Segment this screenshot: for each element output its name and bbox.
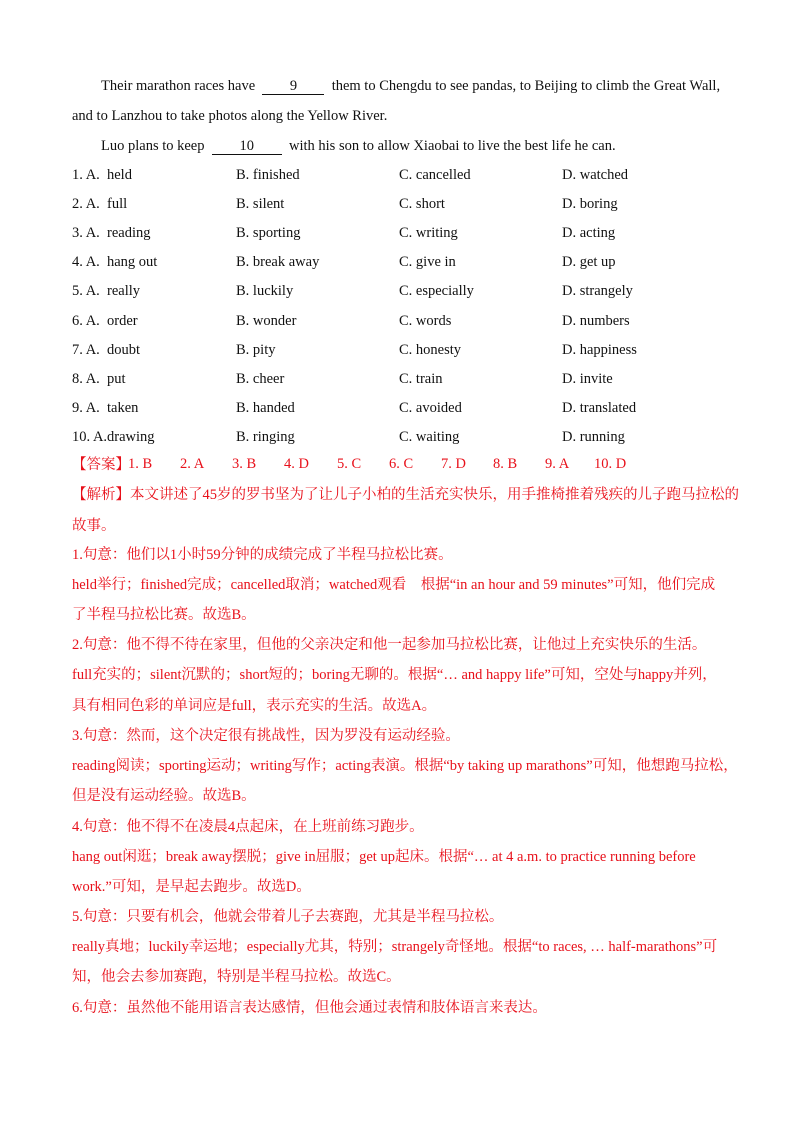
option-c: C. especially: [399, 283, 474, 299]
analysis-intro-cont: 故事。: [72, 518, 116, 534]
question-number: 2. A.: [72, 196, 100, 212]
option-d: D. strangely: [562, 283, 633, 299]
option-c: C. writing: [399, 225, 458, 241]
question-number: 1. A.: [72, 167, 100, 183]
answer-item: 6. C: [389, 456, 414, 472]
option-c: C. honesty: [399, 342, 462, 358]
question-number: 4. A.: [72, 254, 100, 270]
option-d: D. running: [562, 429, 625, 445]
q3-explanation-cont: 但是没有运动经验。故选B。: [72, 788, 256, 804]
q3-explanation: reading阅读；sporting运动；writing写作；acting表演。根据“by taking up marathons”可知，他想跑马拉松，: [72, 758, 738, 774]
answer-item: 10. D: [594, 456, 627, 472]
q1-explanation: held举行；finished完成；cancelled取消；watched观看 根据“in an hour and 59 minutes”可知，他们完成: [72, 577, 716, 593]
question-number: 5. A.: [72, 283, 100, 299]
blank-9: 9: [262, 79, 324, 95]
option-d: D. numbers: [562, 313, 630, 329]
option-d: D. translated: [562, 400, 637, 416]
option-b: B. handed: [236, 400, 295, 416]
passage-text: Luo plans to keep: [101, 138, 205, 154]
option-c: C. give in: [399, 254, 456, 270]
analysis-intro: 【解析】本文讲述了45岁的罗书坚为了让儿子小柏的生活充实快乐，用手推椅推着残疾的儿子跑马拉松的: [72, 487, 739, 503]
option-b: B. silent: [236, 196, 285, 212]
option-c: C. cancelled: [399, 167, 471, 183]
option-a: hang out: [107, 254, 158, 270]
passage-text: them to Chengdu to see pandas, to Beijing to climb the Great Wall,: [331, 78, 721, 94]
question-number: 9. A.: [72, 400, 100, 416]
q4-explanation: hang out闲逛；break away摆脱；give in屈服；get up起床。根据“… at 4 a.m. to practice running before: [72, 849, 696, 865]
q1-meaning: 1.句意：他们以1小时59分钟的成绩完成了半程马拉松比赛。: [72, 547, 453, 563]
option-a: reading: [107, 225, 151, 241]
option-a: put: [107, 371, 126, 387]
option-b: B. finished: [236, 167, 300, 183]
q1-explanation-cont: 了半程马拉松比赛。故选B。: [72, 607, 256, 623]
passage-line-2: [72, 107, 387, 125]
q5-explanation-cont: 知，他会去参加赛跑，特别是半程马拉松。故选C。: [72, 969, 401, 985]
option-c: C. waiting: [399, 429, 460, 445]
option-a: full: [107, 196, 128, 212]
q4-explanation-cont: work.”可知，是早起去跑步。故选D。: [72, 879, 311, 895]
option-a: order: [107, 313, 138, 329]
answer-item: 2. A: [180, 456, 205, 472]
option-a: really: [107, 283, 141, 299]
option-a: doubt: [107, 342, 141, 358]
question-number: 10. A.: [72, 429, 108, 445]
blank-10: 10: [212, 139, 282, 155]
answer-item: 5. C: [337, 456, 362, 472]
option-b: B. sporting: [236, 225, 301, 241]
passage-line-1: [101, 77, 720, 95]
q5-explanation: really真地；luckily幸运地；especially尤其，特别；strangely奇怪地。根据“to races, … half-marathons”可: [72, 939, 718, 955]
option-d: D. happiness: [562, 342, 637, 358]
q2-meaning: 2.句意：他不得不待在家里，但他的父亲决定和他一起参加马拉松比赛，让他过上充实快乐的生活。: [72, 637, 707, 653]
passage-text: and to Lanzhou to take photos along the Yellow River.: [72, 108, 388, 124]
answer-label: 【答案】: [72, 457, 130, 473]
option-b: B. break away: [236, 254, 320, 270]
passage-text: Their marathon races have: [101, 78, 256, 94]
q2-explanation: full充实的；silent沉默的；short短的；boring无聊的。根据“… and happy life”可知，空处与happy并列，: [72, 667, 717, 683]
passage-line-3: [101, 137, 616, 155]
option-a: drawing: [107, 429, 155, 445]
option-d: D. invite: [562, 371, 613, 387]
answer-item: 9. A: [545, 456, 570, 472]
q2-explanation-cont: 具有相同色彩的单词应是full，表示充实的生活。故选A。: [72, 698, 437, 714]
option-b: B. cheer: [236, 371, 285, 387]
question-number: 8. A.: [72, 371, 100, 387]
option-c: C. short: [399, 196, 445, 212]
option-c: C. words: [399, 313, 452, 329]
option-b: B. wonder: [236, 313, 297, 329]
q5-meaning: 5.句意：只要有机会，他就会带着儿子去赛跑，尤其是半程马拉松。: [72, 909, 504, 925]
option-a: taken: [107, 400, 139, 416]
q4-meaning: 4.句意：他不得不在凌晨4点起床，在上班前练习跑步。: [72, 819, 424, 835]
option-c: C. train: [399, 371, 443, 387]
answer-item: 4. D: [284, 456, 309, 472]
option-d: D. get up: [562, 254, 616, 270]
question-number: 3. A.: [72, 225, 100, 241]
option-b: B. luckily: [236, 283, 294, 299]
q6-meaning: 6.句意：虽然他不能用语言表达感情，但他会通过表情和肢体语言来表达。: [72, 1000, 547, 1016]
answer-item: 3. B: [232, 456, 257, 472]
q3-meaning: 3.句意：然而，这个决定很有挑战性，因为罗没有运动经验。: [72, 728, 460, 744]
answer-item: 1. B: [128, 456, 153, 472]
question-number: 6. A.: [72, 313, 100, 329]
answer-item: 7. D: [441, 456, 466, 472]
question-number: 7. A.: [72, 342, 100, 358]
option-c: C. avoided: [399, 400, 462, 416]
option-d: D. boring: [562, 196, 618, 212]
passage-text: with his son to allow Xiaobai to live the best life he can.: [289, 138, 616, 154]
option-b: B. pity: [236, 342, 276, 358]
answer-item: 8. B: [493, 456, 518, 472]
option-a: held: [107, 167, 132, 183]
option-d: D. acting: [562, 225, 616, 241]
option-d: D. watched: [562, 167, 629, 183]
option-b: B. ringing: [236, 429, 295, 445]
